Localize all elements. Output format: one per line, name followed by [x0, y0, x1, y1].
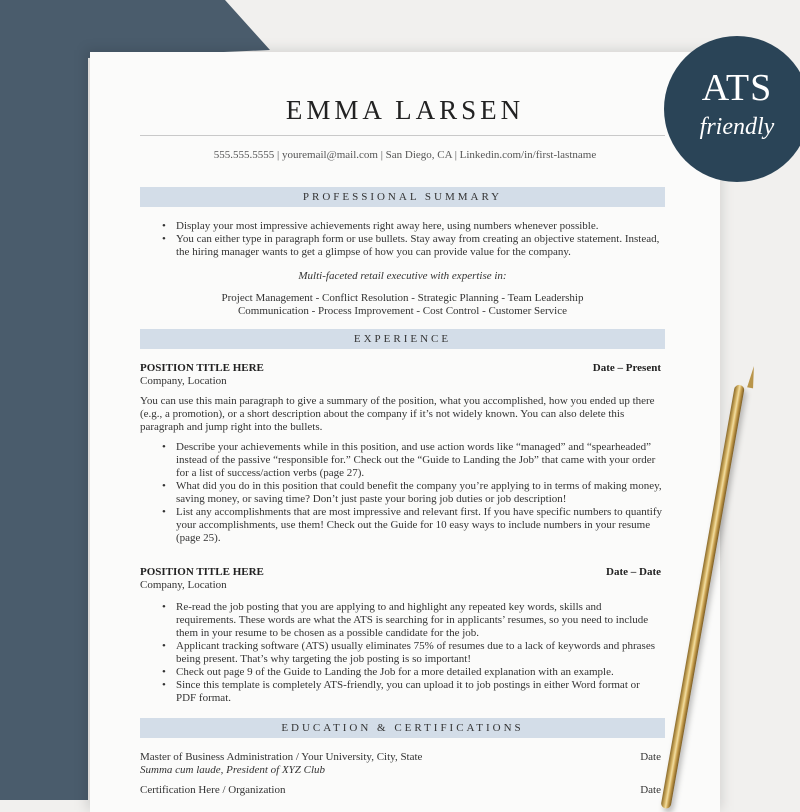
summary-bullet: • You can either type in paragraph form or use bullets. Stay away from creating an objective statement. Instead, the hiring manager wants to get a glimpse of how you can provide value for the company.: [162, 233, 662, 259]
summary-bullet: • Display your most impressive achievements right away here, using numbers whenever possible.: [162, 220, 662, 233]
badge-friendly-text: friendly: [699, 114, 775, 140]
job-1-bullet: • List any accomplishments that are most impressive and relevant first. If you have specific numbers to quantify your accomplishments, use them! Check out the Guide for 10 easy ways to include numbers in your resume (page 25).: [162, 506, 662, 545]
certification-date: Date: [640, 784, 661, 796]
job-2-bullets: [162, 601, 662, 705]
education-heading: EDUCATION & CERTIFICATIONS: [140, 718, 665, 738]
job-2-title: POSITION TITLE HERE: [140, 566, 264, 578]
job-2-company: Company, Location: [140, 579, 227, 591]
education-degree-date: Date: [640, 751, 661, 763]
experience-heading: EXPERIENCE: [140, 329, 665, 349]
job-1-date: Date – Present: [592, 362, 661, 374]
job-1-bullet: • What did you do in this position that could benefit the company you’re applying to in terms of making money, saving money, or saving time? Don’t just paste your boring job duties or job description!: [162, 480, 662, 506]
job-1-paragraph: You can use this main paragraph to give a summary of the position, what you accomplished, how you ended up there (e.g., a promotion), or a short description about the company if it’s not widely known. You can also delete this paragraph and jump right into the bullets.: [140, 395, 655, 433]
education-honors: Summa cum laude, President of XYZ Club: [140, 764, 326, 776]
education-degree: Master of Business Administration / Your University, City, State: [140, 751, 423, 763]
header-divider: [140, 135, 665, 136]
contact-line: 555.555.5555 | youremail@mail.com | San Diego, CA | Linkedin.com/in/first-lastname: [213, 149, 597, 161]
job-2-bullet: • Since this template is completely ATS-friendly, you can upload it to job postings in either Word format or PDF format.: [162, 679, 662, 705]
badge-ats-text: ATS: [701, 67, 773, 109]
summary-tagline: Multi-faceted retail executive with expertise in:: [298, 270, 507, 282]
summary-bullets: [162, 220, 662, 259]
certification-line: Certification Here / Organization: [140, 784, 286, 796]
job-2-bullet: • Re-read the job posting that you are applying to and highlight any repeated key words, skills and requirements. These words are what the ATS is searching for in applicants’ resumes, so you need to include them in your resume to be chosen as a possible candidate for the job.: [162, 601, 662, 640]
job-2-bullet: • Check out page 9 of the Guide to Landing the Job for a more detailed explanation with an example.: [162, 666, 662, 679]
pen-tip: [747, 366, 757, 389]
job-1-bullet: • Describe your achievements while in this position, and use action words like “managed” and “spearheaded” instead of the passive “responsible for.” Check out the “Guide to Landing the Job” that came with your order for a list of success/action verbs (page 27).: [162, 441, 662, 480]
job-2-date: Date – Date: [606, 566, 661, 578]
resume-name: EMMA LARSEN: [285, 95, 525, 125]
skills-line-2: Communication - Process Improvement - Cost Control - Customer Service: [237, 305, 568, 317]
job-1-company: Company, Location: [140, 375, 227, 387]
summary-heading: PROFESSIONAL SUMMARY: [140, 187, 665, 207]
job-1-title: POSITION TITLE HERE: [140, 362, 264, 374]
job-1-bullets: [162, 441, 662, 545]
job-2-bullet: • Applicant tracking software (ATS) usually eliminates 75% of resumes due to a lack of keywords and phrases being present. That’s why targeting the job posting is so important!: [162, 640, 662, 666]
skills-line-1: Project Management - Conflict Resolution - Strategic Planning - Team Leadership: [221, 292, 584, 304]
